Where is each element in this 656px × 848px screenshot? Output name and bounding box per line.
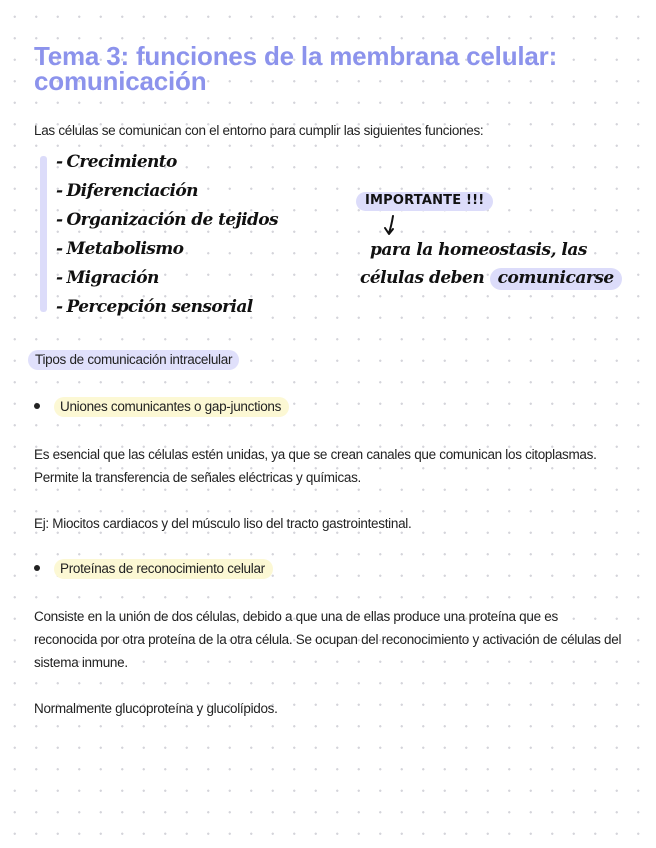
bullet-label: Uniones comunicantes o gap-junctions (54, 397, 289, 417)
paragraph: Ej: Miocitos cardiacos y del músculo liso del tracto gastrointestinal. (34, 516, 412, 531)
arrow-down-icon (383, 215, 399, 237)
bullet-item (34, 399, 289, 414)
dash-icon: - (56, 152, 63, 172)
dash-icon: - (56, 297, 63, 317)
list-item (56, 235, 278, 264)
list-item-label: Metabolismo (66, 239, 184, 259)
list-item-label: Crecimiento (66, 152, 177, 172)
bullet-dot-icon (34, 565, 40, 571)
list-item (56, 264, 278, 293)
dash-icon: - (56, 239, 63, 259)
handwritten-note (360, 236, 622, 292)
page-title: Tema 3: funciones de la membrana celular: comunicación (34, 41, 558, 96)
note-highlight: comunicarse (490, 268, 622, 290)
bullet-item (34, 561, 273, 576)
note-line-1: para la homeostasis, las (370, 240, 587, 260)
paragraph: Normalmente glucoproteína y glucolípidos. (34, 701, 278, 716)
list-item (56, 293, 278, 322)
handwritten-function-list (56, 148, 278, 322)
list-item (56, 148, 278, 177)
note-line-2-text: células deben (360, 268, 485, 288)
bullet-label: Proteínas de reconocimiento celular (54, 559, 273, 579)
dash-icon: - (56, 210, 63, 230)
paragraph: Es esencial que las células estén unidas, ya que se crean canales que comunican los citoplasmas. Permite la transferencia de señales eléctricas y químicas. (34, 447, 597, 485)
list-item-label: Percepción sensorial (66, 297, 253, 317)
list-item-label: Organización de tejidos (66, 210, 278, 230)
section-heading: Tipos de comunicación intracelular (28, 350, 239, 370)
list-item-label: Diferenciación (66, 181, 198, 201)
important-badge: IMPORTANTE !!! (356, 192, 493, 211)
dash-icon: - (56, 181, 63, 201)
paragraph: Consiste en la unión de dos células, debido a que una de ellas produce una proteína que es reconocida por otra proteína de la otra célula. Se ocupan del reconocimiento y activación de células del sistema inmune. (34, 609, 622, 670)
intro-text: Las células se comunican con el entorno para cumplir las siguientes funciones: (34, 123, 484, 138)
handwritten-list-bar (40, 156, 47, 312)
list-item-label: Migración (66, 268, 159, 288)
bullet-dot-icon (34, 403, 40, 409)
list-item (56, 206, 278, 235)
note-line-2 (360, 264, 622, 292)
list-item (56, 177, 278, 206)
dash-icon: - (56, 268, 63, 288)
